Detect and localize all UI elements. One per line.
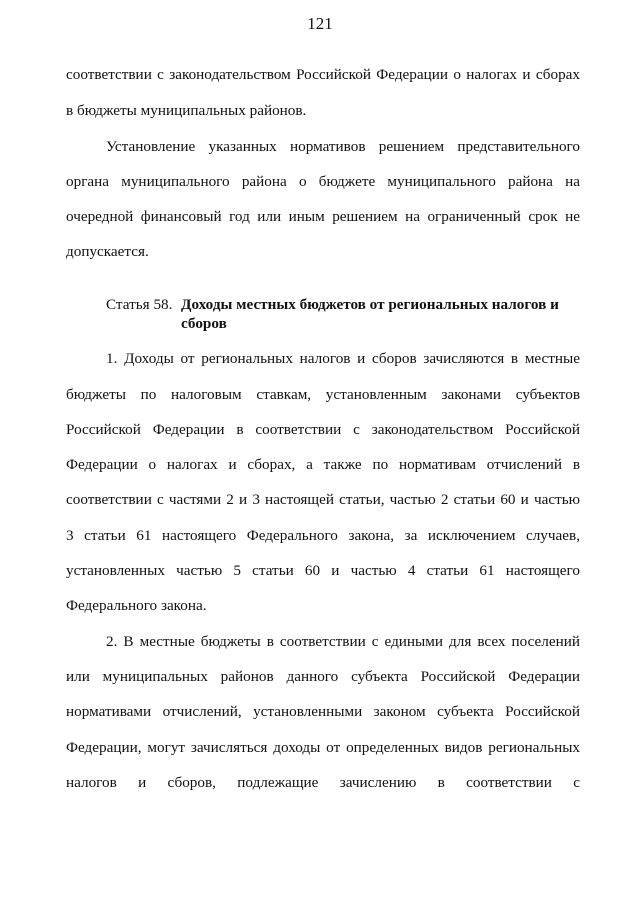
- paragraph-2-line-2: органа муниципального района о бюджете муниципального района на: [66, 173, 580, 190]
- article-title-line-1: Доходы местных бюджетов от региональных налогов и: [181, 296, 559, 313]
- paragraph-1-line-1: соответствии с законодательством Российской Федерации о налогах и сборах: [66, 66, 580, 83]
- paragraph-4-line-1: 2. В местные бюджеты в соответствии с едиными для всех поселений: [106, 633, 580, 650]
- paragraph-3-line-2: бюджеты по налоговым ставкам, установленным законами субъектов: [66, 386, 580, 403]
- paragraph-3-line-8: Федерального закона.: [66, 597, 207, 614]
- paragraph-1-line-2: в бюджеты муниципальных районов.: [66, 102, 307, 119]
- paragraph-4-line-5: налогов и сборов, подлежащие зачислению в соответствии с: [66, 774, 580, 791]
- paragraph-4-line-4: Федерации, могут зачисляться доходы от определенных видов региональных: [66, 739, 580, 756]
- paragraph-4-line-2: или муниципальных районов данного субъекта Российской Федерации: [66, 668, 580, 685]
- article-number: Статья 58.: [106, 296, 173, 313]
- paragraph-3-line-4: Федерации о налогах и сборах, а также по нормативам отчислений в: [66, 456, 580, 473]
- paragraph-2-line-3: очередной финансовый год или иным решением на ограниченный срок не: [66, 208, 580, 225]
- paragraph-3-line-6: 3 статьи 61 настоящего Федерального закона, за исключением случаев,: [66, 527, 580, 544]
- paragraph-3-line-3: Российской Федерации в соответствии с законодательством Российской: [66, 421, 580, 438]
- paragraph-3-line-1: 1. Доходы от региональных налогов и сборов зачисляются в местные: [106, 350, 580, 367]
- paragraph-2-line-1: Установление указанных нормативов решением представительного: [106, 138, 580, 155]
- paragraph-3-line-5: соответствии с частями 2 и 3 настоящей статьи, частью 2 статьи 60 и частью: [66, 491, 580, 508]
- page-number: 121: [307, 14, 333, 33]
- paragraph-3-line-7: установленных частью 5 статьи 60 и частью 4 статьи 61 настоящего: [66, 562, 580, 579]
- paragraph-4-line-3: нормативами отчислений, установленными законом субъекта Российской: [66, 703, 580, 720]
- paragraph-2-line-4: допускается.: [66, 243, 149, 260]
- article-title-line-2: сборов: [181, 315, 227, 332]
